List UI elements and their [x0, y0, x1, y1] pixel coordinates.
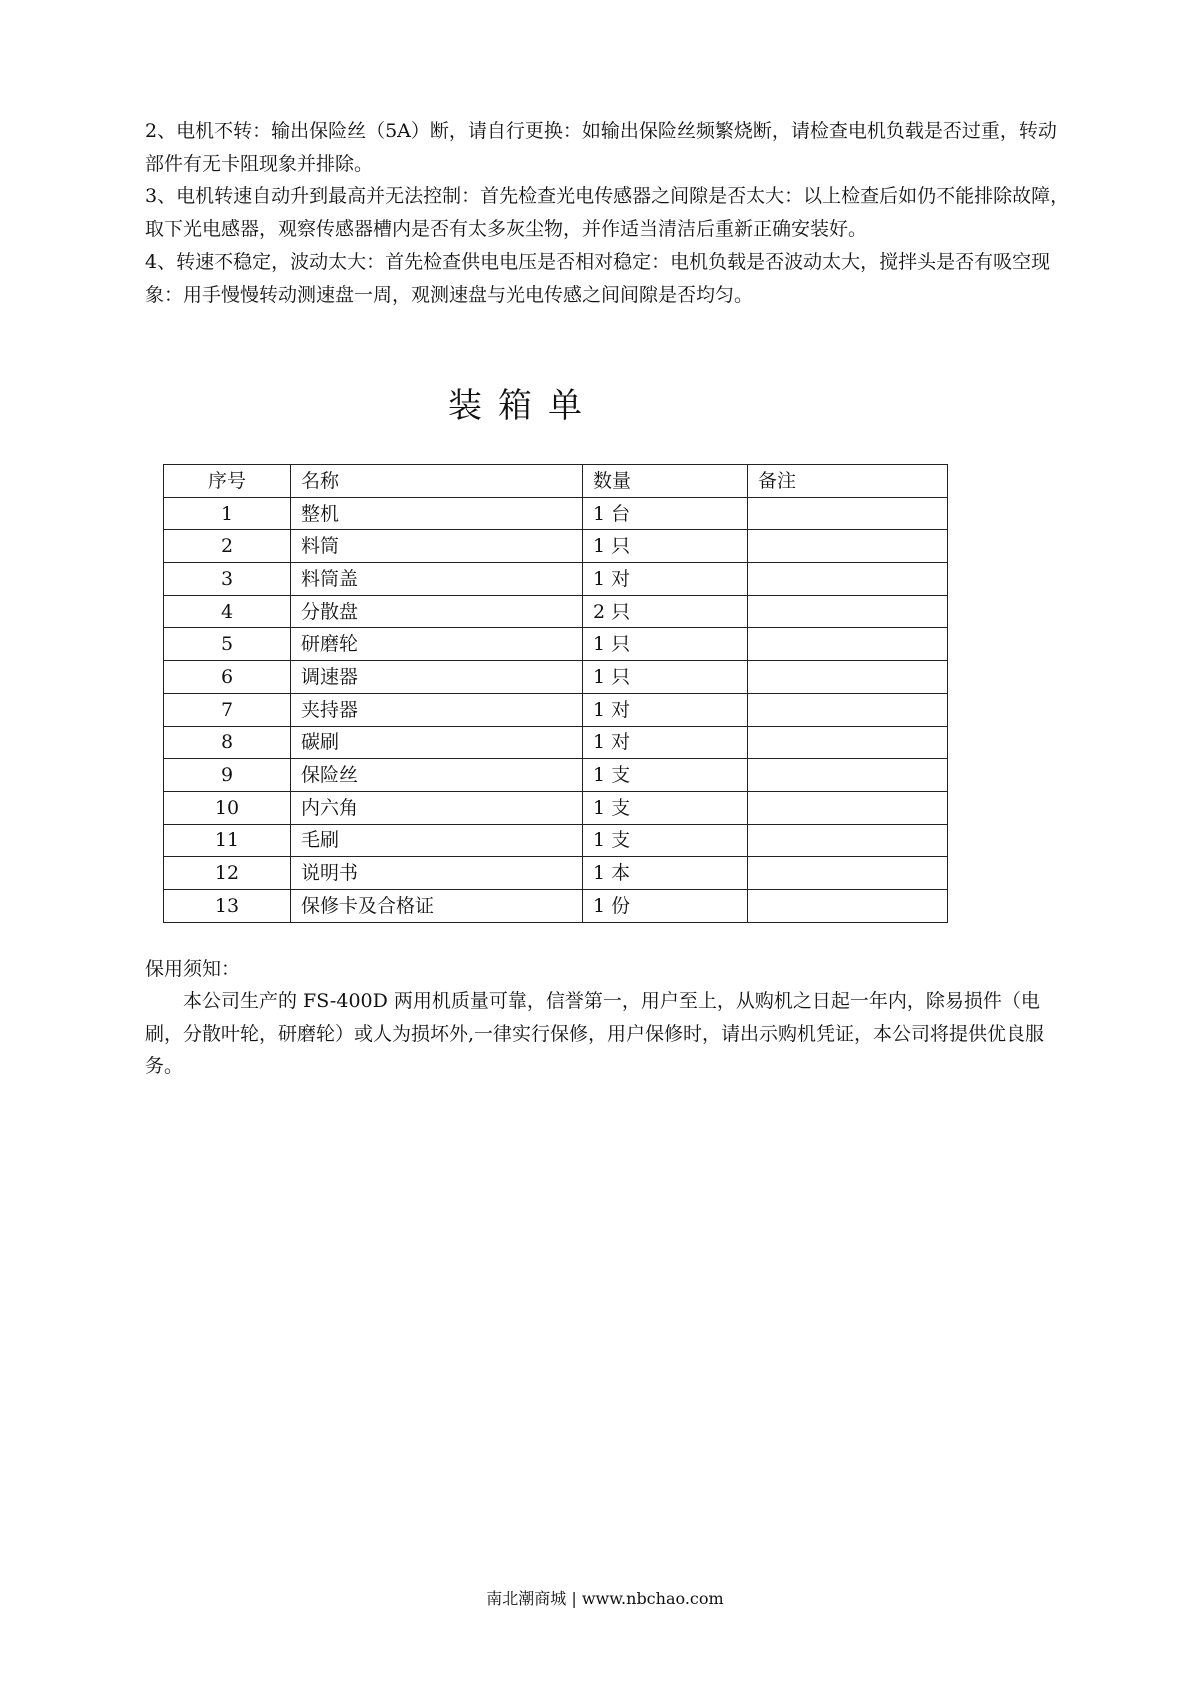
- table-cell: [748, 726, 948, 759]
- table-cell: 2 只: [583, 595, 748, 628]
- table-cell: 夹持器: [291, 693, 583, 726]
- table-cell: 9: [164, 759, 291, 792]
- table-cell: 1 台: [583, 497, 748, 530]
- table-cell: 3: [164, 563, 291, 596]
- table-cell: 13: [164, 889, 291, 922]
- table-cell: 1 份: [583, 889, 748, 922]
- table-cell: 7: [164, 693, 291, 726]
- table-header-cell: 数量: [583, 465, 748, 498]
- table-cell: [748, 759, 948, 792]
- table-cell: 1 本: [583, 857, 748, 890]
- warranty-body: 本公司生产的 FS-400D 两用机质量可靠，信誉第一，用户至上，从购机之日起一年内，除易损件（电刷，分散叶轮，研磨轮）或人为损坏外,一律实行保修，用户保修时，请出示购机凭证，本公司将提供优良服务。: [145, 990, 1045, 1078]
- table-cell: 保险丝: [291, 759, 583, 792]
- packing-list-table: [163, 464, 948, 923]
- table-cell: 6: [164, 661, 291, 694]
- table-cell: [748, 628, 948, 661]
- table-cell: [748, 661, 948, 694]
- table-cell: [748, 857, 948, 890]
- table-cell: 5: [164, 628, 291, 661]
- table-cell: 10: [164, 791, 291, 824]
- table-cell: 12: [164, 857, 291, 890]
- table-row: [164, 759, 948, 792]
- troubleshooting-item-2: 2、电机不转：输出保险丝（5A）断，请自行更换：如输出保险丝频繁烧断，请检查电机负载是否过重，转动部件有无卡阻现象并排除。: [145, 120, 1057, 175]
- table-cell: [748, 530, 948, 563]
- table-cell: [748, 595, 948, 628]
- table-row: [164, 726, 948, 759]
- table-cell: [748, 497, 948, 530]
- table-cell: 料筒盖: [291, 563, 583, 596]
- table-cell: 1 对: [583, 693, 748, 726]
- table-header-cell: 备注: [748, 465, 948, 498]
- table-row: [164, 595, 948, 628]
- troubleshooting-item-4: 4、转速不稳定，波动太大：首先检查供电电压是否相对稳定：电机负载是否波动太大，搅拌头是否有吸空现象：用手慢慢转动测速盘一周，观测速盘与光电传感之间间隙是否均匀。: [145, 251, 1051, 306]
- table-cell: [748, 889, 948, 922]
- table-cell: 1: [164, 497, 291, 530]
- table-cell: 1 支: [583, 824, 748, 857]
- table-row: [164, 661, 948, 694]
- table-cell: 1 只: [583, 628, 748, 661]
- table-cell: [748, 563, 948, 596]
- table-cell: 调速器: [291, 661, 583, 694]
- table-cell: 1 只: [583, 661, 748, 694]
- table-cell: 1 对: [583, 726, 748, 759]
- troubleshooting-item-3: 3、电机转速自动升到最高并无法控制：首先检查光电传感器之间隙是否太大：以上检查后如仍不能排除故障，取下光电感器，观察传感器槽内是否有太多灰尘物，并作适当清洁后重新正确安装好。: [145, 185, 1070, 240]
- table-cell: 说明书: [291, 857, 583, 890]
- table-cell: 分散盘: [291, 595, 583, 628]
- table-header-cell: 名称: [291, 465, 583, 498]
- table-row: [164, 497, 948, 530]
- table-row: [164, 693, 948, 726]
- table-cell: 4: [164, 595, 291, 628]
- table-cell: 整机: [291, 497, 583, 530]
- table-cell: 1 支: [583, 759, 748, 792]
- table-row: [164, 791, 948, 824]
- table-row: [164, 563, 948, 596]
- footer: 南北潮商城 | www.nbchao.com: [486, 1589, 724, 1608]
- table-header-cell: 序号: [164, 465, 291, 498]
- table-row: [164, 628, 948, 661]
- table-row: [164, 857, 948, 890]
- table-cell: 毛刷: [291, 824, 583, 857]
- table-cell: 11: [164, 824, 291, 857]
- table-row: [164, 889, 948, 922]
- table-cell: [748, 791, 948, 824]
- table-cell: [748, 824, 948, 857]
- table-cell: 1 只: [583, 530, 748, 563]
- table-cell: [748, 693, 948, 726]
- table-header-row: [164, 465, 948, 498]
- table-cell: 料筒: [291, 530, 583, 563]
- packing-list-title: 装箱单: [448, 386, 598, 426]
- table-row: [164, 824, 948, 857]
- warranty-heading: 保用须知：: [145, 958, 241, 980]
- table-cell: 碳刷: [291, 726, 583, 759]
- table-cell: 1 支: [583, 791, 748, 824]
- table-cell: 保修卡及合格证: [291, 889, 583, 922]
- table-cell: 研磨轮: [291, 628, 583, 661]
- table-cell: 内六角: [291, 791, 583, 824]
- table-cell: 2: [164, 530, 291, 563]
- table-cell: 8: [164, 726, 291, 759]
- table-cell: 1 对: [583, 563, 748, 596]
- table-row: [164, 530, 948, 563]
